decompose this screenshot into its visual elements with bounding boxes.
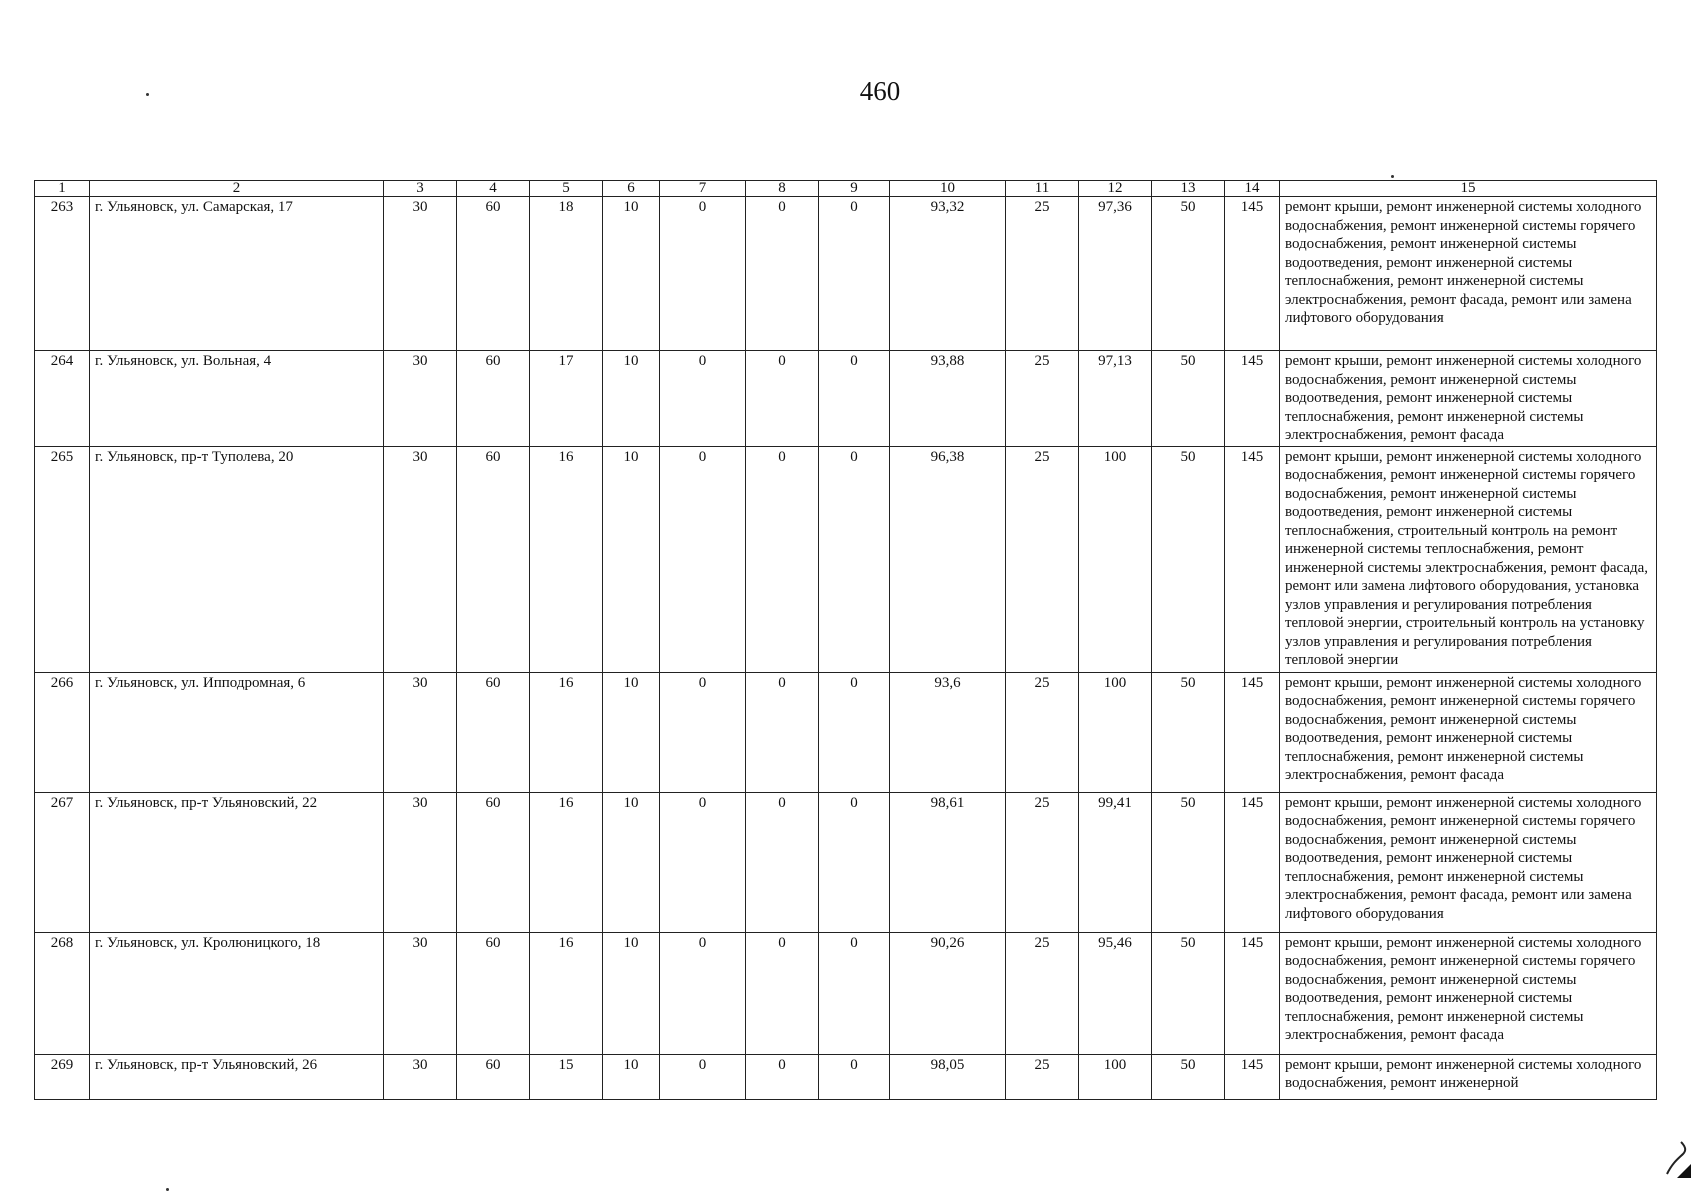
value-cell: 60 bbox=[457, 1054, 530, 1099]
column-number-11: 11 bbox=[1006, 181, 1079, 197]
value-cell: 15 bbox=[530, 1054, 603, 1099]
value-cell: 0 bbox=[746, 792, 819, 932]
column-number-7: 7 bbox=[660, 181, 746, 197]
value-cell: 30 bbox=[384, 446, 457, 672]
value-cell: 100 bbox=[1079, 1054, 1152, 1099]
value-cell: 17 bbox=[530, 351, 603, 447]
value-cell: 0 bbox=[660, 792, 746, 932]
value-cell: 145 bbox=[1225, 197, 1280, 351]
value-cell: 10 bbox=[603, 351, 660, 447]
value-cell: 25 bbox=[1006, 197, 1079, 351]
address-cell: г. Ульяновск, ул. Самарская, 17 bbox=[90, 197, 384, 351]
works-list-cell: ремонт крыши, ремонт инженерной системы холодного водоснабжения, ремонт инженерной системы горячего водоснабжения, ремонт инженерной системы водоотведения, ремонт инженерной системы теплоснабжения, ремонт инженерной системы электроснабжения, ремонт фасада, ремонт или замена лифтового оборудования bbox=[1280, 792, 1657, 932]
value-cell: 60 bbox=[457, 672, 530, 792]
handwritten-mark-icon bbox=[1663, 1140, 1693, 1180]
works-list-cell: ремонт крыши, ремонт инженерной системы холодного водоснабжения, ремонт инженерной системы горячего водоснабжения, ремонт инженерной системы водоотведения, ремонт инженерной системы теплоснабжения, ремонт инженерной системы электроснабжения, ремонт фасада bbox=[1280, 672, 1657, 792]
table-row bbox=[35, 672, 1657, 792]
value-cell: 16 bbox=[530, 672, 603, 792]
column-number-row bbox=[35, 181, 1657, 197]
address-cell: г. Ульяновск, пр-т Ульяновский, 26 bbox=[90, 1054, 384, 1099]
value-cell: 10 bbox=[603, 792, 660, 932]
value-cell: 0 bbox=[819, 932, 890, 1054]
value-cell: 97,13 bbox=[1079, 351, 1152, 447]
value-cell: 0 bbox=[660, 351, 746, 447]
value-cell: 0 bbox=[746, 351, 819, 447]
value-cell: 10 bbox=[603, 197, 660, 351]
value-cell: 50 bbox=[1152, 351, 1225, 447]
column-number-15: 15 bbox=[1280, 181, 1657, 197]
value-cell: 25 bbox=[1006, 446, 1079, 672]
value-cell: 50 bbox=[1152, 1054, 1225, 1099]
value-cell: 0 bbox=[660, 197, 746, 351]
address-cell: г. Ульяновск, пр-т Ульяновский, 22 bbox=[90, 792, 384, 932]
value-cell: 25 bbox=[1006, 351, 1079, 447]
value-cell: 0 bbox=[819, 351, 890, 447]
value-cell: 0 bbox=[660, 446, 746, 672]
value-cell: 50 bbox=[1152, 792, 1225, 932]
value-cell: 93,88 bbox=[890, 351, 1006, 447]
value-cell: 0 bbox=[819, 792, 890, 932]
table-row bbox=[35, 932, 1657, 1054]
works-list-cell: ремонт крыши, ремонт инженерной системы холодного водоснабжения, ремонт инженерной системы горячего водоснабжения, ремонт инженерной системы водоотведения, ремонт инженерной системы теплоснабжения, ремонт инженерной системы электроснабжения, ремонт фасада, ремонт или замена лифтового оборудования bbox=[1280, 197, 1657, 351]
row-number: 269 bbox=[35, 1054, 90, 1099]
value-cell: 25 bbox=[1006, 932, 1079, 1054]
value-cell: 30 bbox=[384, 672, 457, 792]
value-cell: 50 bbox=[1152, 197, 1225, 351]
page-number: 460 bbox=[859, 76, 901, 106]
value-cell: 98,61 bbox=[890, 792, 1006, 932]
value-cell: 93,6 bbox=[890, 672, 1006, 792]
address-cell: г. Ульяновск, ул. Ипподромная, 6 bbox=[90, 672, 384, 792]
value-cell: 30 bbox=[384, 197, 457, 351]
value-cell: 95,46 bbox=[1079, 932, 1152, 1054]
value-cell: 0 bbox=[660, 1054, 746, 1099]
row-number: 263 bbox=[35, 197, 90, 351]
value-cell: 90,26 bbox=[890, 932, 1006, 1054]
value-cell: 0 bbox=[746, 932, 819, 1054]
value-cell: 16 bbox=[530, 932, 603, 1054]
value-cell: 10 bbox=[603, 446, 660, 672]
column-number-5: 5 bbox=[530, 181, 603, 197]
scan-speck bbox=[166, 1188, 169, 1191]
value-cell: 0 bbox=[746, 197, 819, 351]
value-cell: 0 bbox=[819, 1054, 890, 1099]
row-number: 264 bbox=[35, 351, 90, 447]
value-cell: 0 bbox=[660, 672, 746, 792]
value-cell: 100 bbox=[1079, 672, 1152, 792]
scan-speck bbox=[1391, 175, 1394, 178]
value-cell: 99,41 bbox=[1079, 792, 1152, 932]
value-cell: 30 bbox=[384, 1054, 457, 1099]
works-list-cell: ремонт крыши, ремонт инженерной системы холодного водоснабжения, ремонт инженерной системы горячего водоснабжения, ремонт инженерной системы водоотведения, ремонт инженерной системы теплоснабжения, ремонт инженерной системы электроснабжения, ремонт фасада bbox=[1280, 932, 1657, 1054]
column-number-1: 1 bbox=[35, 181, 90, 197]
value-cell: 145 bbox=[1225, 446, 1280, 672]
value-cell: 145 bbox=[1225, 1054, 1280, 1099]
row-number: 268 bbox=[35, 932, 90, 1054]
value-cell: 0 bbox=[660, 932, 746, 1054]
table-row bbox=[35, 1054, 1657, 1099]
value-cell: 16 bbox=[530, 792, 603, 932]
column-number-8: 8 bbox=[746, 181, 819, 197]
value-cell: 60 bbox=[457, 446, 530, 672]
value-cell: 0 bbox=[819, 446, 890, 672]
value-cell: 25 bbox=[1006, 672, 1079, 792]
scan-speck bbox=[146, 93, 149, 96]
value-cell: 0 bbox=[819, 672, 890, 792]
value-cell: 96,38 bbox=[890, 446, 1006, 672]
value-cell: 60 bbox=[457, 351, 530, 447]
value-cell: 0 bbox=[819, 197, 890, 351]
works-list-cell: ремонт крыши, ремонт инженерной системы холодного водоснабжения, ремонт инженерной системы водоотведения, ремонт инженерной системы теплоснабжения, ремонт инженерной системы электроснабжения, ремонт фасада bbox=[1280, 351, 1657, 447]
table-row bbox=[35, 197, 1657, 351]
value-cell: 145 bbox=[1225, 351, 1280, 447]
column-number-2: 2 bbox=[90, 181, 384, 197]
value-cell: 10 bbox=[603, 932, 660, 1054]
column-number-6: 6 bbox=[603, 181, 660, 197]
value-cell: 60 bbox=[457, 792, 530, 932]
column-number-14: 14 bbox=[1225, 181, 1280, 197]
value-cell: 145 bbox=[1225, 672, 1280, 792]
column-number-13: 13 bbox=[1152, 181, 1225, 197]
column-number-4: 4 bbox=[457, 181, 530, 197]
works-list-cell: ремонт крыши, ремонт инженерной системы холодного водоснабжения, ремонт инженерной bbox=[1280, 1054, 1657, 1099]
value-cell: 30 bbox=[384, 932, 457, 1054]
column-number-9: 9 bbox=[819, 181, 890, 197]
value-cell: 30 bbox=[384, 351, 457, 447]
value-cell: 16 bbox=[530, 446, 603, 672]
value-cell: 97,36 bbox=[1079, 197, 1152, 351]
value-cell: 0 bbox=[746, 446, 819, 672]
value-cell: 93,32 bbox=[890, 197, 1006, 351]
value-cell: 98,05 bbox=[890, 1054, 1006, 1099]
value-cell: 25 bbox=[1006, 1054, 1079, 1099]
value-cell: 145 bbox=[1225, 792, 1280, 932]
row-number: 266 bbox=[35, 672, 90, 792]
address-cell: г. Ульяновск, ул. Вольная, 4 bbox=[90, 351, 384, 447]
value-cell: 145 bbox=[1225, 932, 1280, 1054]
value-cell: 25 bbox=[1006, 792, 1079, 932]
value-cell: 0 bbox=[746, 672, 819, 792]
value-cell: 0 bbox=[746, 1054, 819, 1099]
address-cell: г. Ульяновск, пр-т Туполева, 20 bbox=[90, 446, 384, 672]
column-number-12: 12 bbox=[1079, 181, 1152, 197]
works-list-cell: ремонт крыши, ремонт инженерной системы холодного водоснабжения, ремонт инженерной системы горячего водоснабжения, ремонт инженерной системы водоотведения, ремонт инженерной системы теплоснабжения, строительный контроль на ремонт инженерной системы теплоснабжения, ремонт инженерной системы электроснабжения, ремонт фасада, ремонт или замена лифтового оборудования, установка узлов управления и регулирования потребления тепловой энергии, строительный контроль на установку узлов управления и регулирования потребления тепловой энергии bbox=[1280, 446, 1657, 672]
value-cell: 60 bbox=[457, 197, 530, 351]
value-cell: 50 bbox=[1152, 932, 1225, 1054]
table-row bbox=[35, 446, 1657, 672]
row-number: 265 bbox=[35, 446, 90, 672]
value-cell: 50 bbox=[1152, 672, 1225, 792]
row-number: 267 bbox=[35, 792, 90, 932]
table-row bbox=[35, 351, 1657, 447]
column-number-10: 10 bbox=[890, 181, 1006, 197]
value-cell: 10 bbox=[603, 672, 660, 792]
value-cell: 100 bbox=[1079, 446, 1152, 672]
value-cell: 10 bbox=[603, 1054, 660, 1099]
repair-register-table bbox=[34, 180, 1657, 1100]
value-cell: 18 bbox=[530, 197, 603, 351]
table-row bbox=[35, 792, 1657, 932]
value-cell: 60 bbox=[457, 932, 530, 1054]
value-cell: 50 bbox=[1152, 446, 1225, 672]
address-cell: г. Ульяновск, ул. Кролюницкого, 18 bbox=[90, 932, 384, 1054]
column-number-3: 3 bbox=[384, 181, 457, 197]
value-cell: 30 bbox=[384, 792, 457, 932]
